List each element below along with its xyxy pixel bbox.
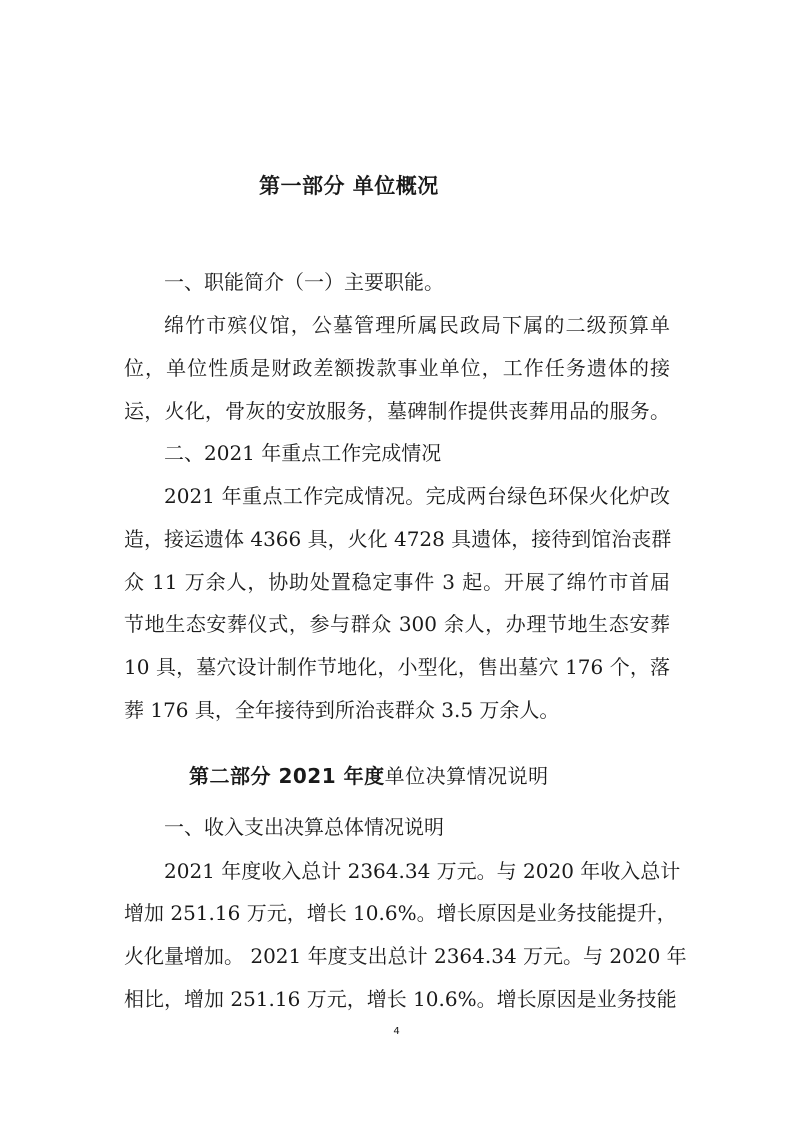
paragraph-line-text: 火化量增加。 2021 年度支出总计 2364.34 万元。与 2020 年	[124, 944, 687, 968]
paragraph-line-text: 众 11 万余人，协助处置稳定事件 3 起。开展了绵竹市首届	[124, 570, 670, 594]
paragraph-line-text: 位，单位性质是财政差额拨款事业单位，工作任务遗体的接	[124, 356, 670, 380]
part2-heading-plain: 单位决算情况说明	[384, 764, 549, 788]
page-number: 4	[393, 1026, 400, 1037]
paragraph-line-text: 节地生态安葬仪式，参与群众 300 余人，办理节地生态安葬	[124, 612, 670, 636]
section-title-text: 一、职能简介（一）主要职能。	[164, 270, 444, 294]
paragraph-line-text: 2021 年度收入总计 2364.34 万元。与 2020 年收入总计	[164, 859, 681, 883]
section-title-text: 二、2021 年重点工作完成情况	[164, 441, 442, 465]
paragraph-line-text: 绵竹市殡仪馆，公墓管理所属民政局下属的二级预算单	[164, 313, 670, 337]
paragraph-line-text: 增加 251.16 万元，增长 10.6%。增长原因是业务技能提升，	[124, 901, 677, 925]
part2-heading-bold: 第二部分 2021 年度	[189, 764, 385, 788]
part1-heading: 第一部分 单位概况	[259, 174, 439, 198]
paragraph-line-text: 运，火化，骨灰的安放服务，墓碑制作提供丧葬用品的服务。	[124, 399, 670, 423]
paragraph-line-text: 相比，增加 251.16 万元，增长 10.6%。增长原因是业务技能	[124, 987, 677, 1011]
part2-heading	[189, 760, 549, 789]
section-title-text: 一、收入支出决算总体情况说明	[164, 815, 444, 839]
paragraph-line-text: 葬 176 具，全年接待到所治丧群众 3.5 万余人。	[124, 698, 560, 722]
paragraph-line-text: 10 具，墓穴设计制作节地化，小型化，售出墓穴 176 个，落	[124, 655, 670, 679]
paragraph-line-text: 造，接运遗体 4366 具，火化 4728 具遗体，接待到馆治丧群	[124, 527, 672, 551]
paragraph-line-text: 2021 年重点工作完成情况。完成两台绿色环保火化炉改	[164, 484, 670, 508]
